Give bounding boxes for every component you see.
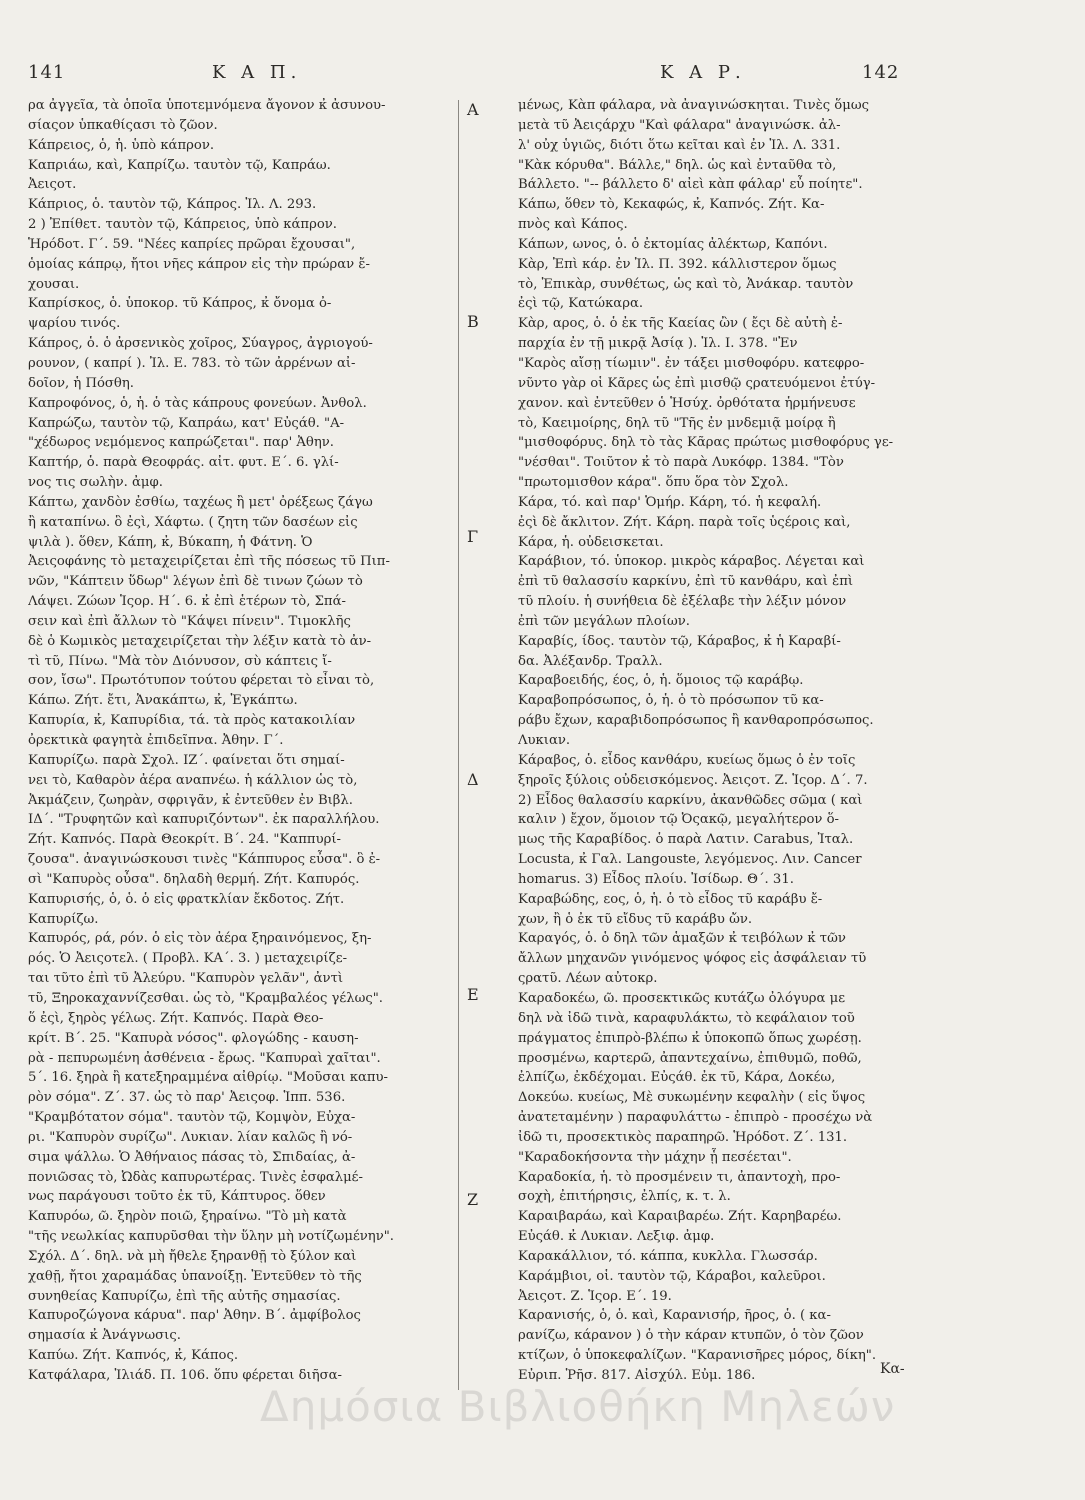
- text-line: ἐςὶ δὲ ἄκλιτον. Ζήτ. Κάρη. παρὰ τοῖς ὑςέροις καὶ,: [518, 514, 851, 530]
- text-line: Καραδοκία, ἡ. τὸ προσμένειν τι, ἀπαντοχὴ, προ-: [518, 1169, 841, 1185]
- text-line: συνηθείας Καπυρίζω, ἐπὶ τῆς αὐτῆς σημασίας.: [28, 1288, 341, 1304]
- text-line: ὁμοίας κάπρῳ, ἤτοι νῆες κάπρον εἰς τὴν πρώραν ἔ-: [28, 256, 370, 272]
- text-line: καλιν ) ἔχον, ὅμοιον τῷ Ὀςακῷ, μεγαλήτερον ὅ-: [518, 812, 839, 828]
- text-line: "Κραμβότατον σόμα". ταυτὸν τῷ, Κομψὸν, Εὐχα-: [28, 1110, 356, 1126]
- text-line: χανον. καὶ ἐντεῦθεν ὁ Ἡσύχ. ὀρθότατα ἡρμήνευσε: [518, 395, 856, 411]
- margin-letter: Α: [467, 100, 479, 119]
- text-line: ἐπὶ τῶν μεγάλων πλοίων.: [518, 613, 690, 629]
- text-line: Λάψει. Ζώων Ἱςορ. Η΄. 6. κ̓ ἐπὶ ἑτέρων τὸ, Σπά-: [28, 594, 346, 610]
- text-line: Καραβίς, ίδος. ταυτὸν τῷ, Κάραβος, κ̓ ἡ Καραβί-: [518, 633, 841, 649]
- text-line: homarus. 3) Εἶδος πλοίυ. Ἰσίδωρ. Θ΄. 31.: [518, 871, 794, 887]
- text-line: Κάραβος, ὁ. εἶδος κανθάρυ, κυείως ὅμως ὁ ἐν τοῖς: [518, 752, 856, 768]
- margin-letter: Ζ: [467, 1190, 479, 1209]
- text-line: Καπυρισής, ὁ, ὁ. ὁ εἰς φρατκλίαν ἔκδοτος. Ζήτ.: [28, 891, 345, 907]
- text-line: τῦ, Ξηροκαχαννίζεσθαι. ὡς τὸ, "Κραμβαλέος γέλως".: [28, 990, 384, 1006]
- text-line: Κάπριος, ὁ. ταυτὸν τῷ, Κάπρος. Ἰλ. Λ. 293.: [28, 197, 317, 213]
- text-line: Ἀειςοτ. Ζ. Ἱςορ. Ε΄. 19.: [518, 1288, 672, 1304]
- text-line: προσμένω, καρτερῶ, ἀπαντεχαίνω, ἐπιθυμῶ, ποθῶ,: [518, 1050, 862, 1066]
- text-line: "τῆς νεωλκίας καπυρῦσθαι τὴν ὕλην μὴ νοτίζωμένην".: [28, 1229, 394, 1245]
- text-line: νῶν, "Κάπτειν ὕδωρ" λέγων ἐπὶ δὲ τινων ζώων τὸ: [28, 574, 363, 590]
- margin-letter: Γ: [467, 527, 479, 546]
- text-line: Καραιβαράω, καὶ Καραιβαρέω. Ζήτ. Καρηβαρέω.: [518, 1209, 842, 1225]
- right-column: [518, 96, 923, 1386]
- text-line: σον, ἴσω". Πρωτότυπον τούτου φέρεται τὸ εἶναι τὸ,: [28, 673, 375, 689]
- text-line: Καπυρίζω. παρὰ Σχολ. ΙΖ΄. φαίνεται ὅτι σημαί-: [28, 752, 345, 768]
- text-line: Σχόλ. Δ΄. δηλ. νὰ μὴ ἤθελε ξηρανθῇ τὸ ξύλον καὶ: [28, 1248, 357, 1264]
- text-line: ἰδῶ τι, προσεκτικὸς παραπηρῶ. Ἡρόδοτ. Ζ΄. 131.: [518, 1129, 848, 1145]
- text-line: Καραβοειδής, έος, ὁ, ἡ. ὅμοιος τῷ καράβῳ.: [518, 673, 804, 689]
- text-line: τὶ τῦ, Πίνω. "Μὰ τὸν Διόνυσον, σὺ κάπτεις ἴ-: [28, 653, 332, 669]
- text-line: "πρωτομισθον κάρα". ὅπυ ὅρα τὸν Σχολ.: [518, 475, 789, 491]
- text-line: Καρακάλλιον, τό. κάππα, κυκλλα. Γλωσσάρ.: [518, 1248, 818, 1264]
- text-line: σιμα ψάλλω. Ὁ Ἀθήναιος πάσας τὸ, Σπιδαίας, ἀ-: [28, 1149, 356, 1165]
- text-line: νως παράγουσι τοῦτο ἐκ τῦ, Κάπτυρος. ὅθεν: [28, 1189, 326, 1205]
- text-line: Καραδοκέω, ῶ. προσεκτικῶς κυτάζω ὀλόγυρα με: [518, 990, 846, 1006]
- text-line: 2) Εἶδος θαλασσίυ καρκίνυ, ἀκανθῶδες σῶμα ( καὶ: [518, 792, 863, 808]
- text-line: ἐπὶ τῦ θαλασσίυ καρκίνυ, ἐπὶ τῦ κανθάρυ, καὶ ἐπὶ: [518, 574, 854, 590]
- text-line: ςρατῦ. Λέων αὐτοκρ.: [518, 971, 658, 987]
- catchword: Κα-: [880, 1361, 905, 1377]
- margin-letter: Β: [467, 312, 479, 331]
- text-line: Καράμβιοι, οἱ. ταυτὸν τῷ, Κάραβοι, καλεῦροι.: [518, 1268, 826, 1284]
- text-line: ρὸν σόμα". Ζ΄. 37. ὡς τὸ παρ' Ἀειςοφ. Ἱππ. 536.: [28, 1090, 346, 1106]
- text-line: Καπρίσκος, ὁ. ὑποκορ. τῦ Κάπρος, κ̓ ὄνομα ὀ-: [28, 296, 332, 312]
- text-line: μως τῆς Καραβίδος. ὁ παρὰ Λατιν. Carabus, Ἰταλ.: [518, 832, 854, 848]
- text-line: Καπριάω, καὶ, Καπρίζω. ταυτὸν τῷ, Καπράω.: [28, 157, 331, 173]
- text-line: σειν καὶ ἐπὶ ἄλλων τὸ "Κάψει πίνειν". Τιμοκλῆς: [28, 613, 351, 629]
- text-line: Καραβώδης, εος, ὁ, ἡ. ὁ τὸ εἶδος τῦ καράβυ ἔ-: [518, 891, 823, 907]
- margin-letter: Ε: [467, 985, 479, 1004]
- text-line: Καρανισής, ὁ, ὁ. καὶ, Καρανισήρ, ῆρος, ὁ. ( κα-: [518, 1308, 831, 1324]
- text-line: Κάπτω, χανδὸν ἐσθίω, ταχέως ἢ μετ' ὀρέξεως ζάγω: [28, 494, 373, 510]
- text-line: Καράβιον, τό. ὑποκορ. μικρὸς κάραβος. Λέγεται καὶ: [518, 554, 865, 570]
- left-page-number: 141: [28, 62, 66, 83]
- text-line: κτίζων, ὁ ὑποκεφαλίζων. "Καρανισῆρες μόρος, δίκη".: [518, 1348, 877, 1364]
- text-line: Κάρα, τό. καὶ παρ' Ὁμήρ. Κάρη, τό. ἡ κεφαλή.: [518, 494, 822, 510]
- text-line: λ' οὐχ ὑγιῶς, διότι ὅτω κεῖται καὶ ἐν Ἰλ. Λ. 331.: [518, 137, 841, 153]
- text-line: δοῖον, ἡ Πόσθη.: [28, 375, 134, 391]
- text-line: Λυκιαν.: [518, 733, 571, 748]
- text-line: ρός. Ὁ Ἀειςοτελ. ( Προβλ. ΚΑ΄. 3. ) μεταχειρίζε-: [28, 951, 348, 967]
- text-line: ψαρίου τινός.: [28, 316, 121, 332]
- text-line: Καπυρόω, ῶ. ξηρὸν ποιῶ, ξηραίνω. "Τὸ μὴ κατὰ: [28, 1209, 347, 1225]
- text-line: μένως, Κὰπ φάλαρα, νὰ ἀναγινώσκηται. Τινὲς ὅμως: [518, 98, 869, 113]
- text-line: Καπροφόνος, ὁ, ἡ. ὁ τὰς κάπρους φονεύων. Ἀνθολ.: [28, 395, 367, 411]
- text-line: Καραγός, ὁ. ὁ δηλ τῶν ἁμαξῶν κ̓ τειβόλων κ̓ τῶν: [518, 931, 846, 947]
- text-line: "Καραδοκήσοντα τὴν μάχην ᾗ πεσέεται".: [518, 1149, 792, 1165]
- text-line: Ἡρόδοτ. Γ΄. 59. "Νέες καπρίες πρῶραι ἔχουσαι",: [28, 236, 356, 252]
- text-line: ρὰ - πεπυρωμένη ἀσθένεια - ἔρως. "Καπυραὶ χαῖται".: [28, 1050, 381, 1066]
- margin-letter: Δ: [467, 770, 479, 789]
- text-line: Εὐςάθ. κ̓ Λυκιαν. Λεξιφ. ἀμφ.: [518, 1229, 715, 1245]
- text-line: σοχὴ, ἐπιτήρησις, ἐλπίς, κ. τ. λ.: [518, 1189, 731, 1205]
- library-watermark: Δημόσια Βιβλιοθήκη Μηλεών: [260, 1382, 896, 1431]
- text-line: Ἀειςοφάνης τὸ μεταχειρίζεται ἐπὶ τῆς πόσεως τῦ Πιπ-: [28, 554, 390, 570]
- text-line: ξηροῖς ξύλοις οὐδεισκόμενος. Ἀειςοτ. Ζ. Ἱςορ. Δ΄. 7.: [518, 772, 868, 788]
- text-line: Κάπω, ὅθεν τὸ, Κεκαφώς, κ̓, Καπνός. Ζήτ. Κα-: [518, 197, 825, 213]
- text-line: ἐςὶ τῷ, Κατώκαρα.: [518, 296, 644, 312]
- text-line: Καπυρίζω.: [28, 911, 99, 927]
- text-line: 2 ) Ἐπίθετ. ταυτὸν τῷ, Κάπρειος, ὑπὸ κάπρον.: [28, 217, 337, 233]
- text-line: ὅ ἐςὶ, ξηρὸς γέλως. Ζήτ. Καπνός. Παρὰ Θεο-: [28, 1010, 324, 1026]
- text-line: ρουνον, ( καπρί ). Ἰλ. Ε. 783. τὸ τῶν ἀρρένων αἰ-: [28, 355, 356, 371]
- text-line: Κάπρειος, ὁ, ἡ. ὑπὸ κάπρον.: [28, 137, 215, 153]
- text-line: Κάπρος, ὁ. ὁ ἀρσενικὸς χοῖρος, Σύαγρος, ἀγριογού-: [28, 336, 373, 352]
- text-line: ἀνατεταμένην ) παραφυλάττω - ἐπιπρὸ - προσέχω νὰ: [518, 1110, 873, 1126]
- text-line: Καπύω. Ζήτ. Καπνός, κ̓, Κάπος.: [28, 1348, 239, 1364]
- text-line: ΙΔ΄. "Τρυφητῶν καὶ καπυριζόντων". ἐκ παραλλήλου.: [28, 812, 380, 828]
- text-line: Κατφάλαρα, Ἰλιάδ. Π. 106. ὅπυ φέρεται διῆσα-: [28, 1368, 342, 1383]
- text-line: πνὸς καὶ Κάπος.: [518, 217, 628, 233]
- text-line: τῦ πλοίυ. ἡ συνήθεια δὲ ἐξέλαβε τὴν λέξιν μόνον: [518, 594, 847, 610]
- text-line: Καπρώζω, ταυτὸν τῷ, Καπράω, κατ' Εὐςάθ. "Α-: [28, 415, 345, 431]
- text-line: Κὰρ, Ἐπὶ κάρ. ἐν Ἰλ. Π. 392. κάλλιστερον ὅμως: [518, 256, 837, 272]
- text-line: Καπτήρ, ὁ. παρὰ Θεοφράς. αἰτ. φυτ. Ε΄. 6. γλί-: [28, 455, 339, 471]
- text-line: Ἀκμάζειν, ζωηρὰν, σφριγᾶν, κ̓ ἐντεῦθεν ἐν Βιβλ.: [28, 792, 353, 808]
- text-line: κρίτ. Β΄. 25. "Καπυρὰ νόσος". φλογώδης - καυση-: [28, 1030, 359, 1046]
- text-line: "νέσθαι". Τοιῦτον κ̓ τὸ παρὰ Λυκόφρ. 1384. "Τὸν: [518, 455, 844, 471]
- left-running-head: Κ Α Π.: [212, 62, 302, 83]
- text-line: Κάρα, ἡ. οὐδεισκεται.: [518, 534, 664, 550]
- text-line: 5΄. 16. ξηρὰ ἢ κατεξηραμμένα αἰθρίῳ. "Μοῦσαι καπυ-: [28, 1070, 388, 1086]
- text-line: νει τὸ, Καθαρὸν ἀέρα αναπνέω. ἡ κάλλιον ὡς τὸ,: [28, 772, 358, 788]
- text-line: χουσαι.: [28, 276, 80, 292]
- right-running-head: Κ Α Ρ.: [660, 62, 746, 83]
- text-line: Εὐριπ. Ῥῆσ. 817. Αἰσχύλ. Εὐμ. 186.: [518, 1368, 756, 1383]
- text-line: Κὰρ, αρος, ὁ. ὁ ἐκ τῆς Καείας ὢν ( ἔςι δὲ αὐτὴ ἐ-: [518, 316, 843, 332]
- text-line: Καραβοπρόσωπος, ὁ, ἡ. ὁ τὸ πρόσωπον τῦ κα-: [518, 693, 824, 709]
- text-line: πράγματος ἐπιπρὸ-βλέπω κ̓ ὑποκοπῶ ὅπως χωρέσῃ.: [518, 1030, 862, 1046]
- text-line: "μισθοφόρυς. δηλ τὸ τὰς Κᾶρας πρώτως μισθοφόρυς γε-: [518, 435, 894, 451]
- text-line: ράβυ ἔχων, καραβιδοπρόσωπος ἢ κανθαροπρόσωπος.: [518, 713, 874, 729]
- left-column: [28, 96, 456, 1386]
- text-line: Ζήτ. Καπνός. Παρὰ Θεοκρίτ. Β΄. 24. "Καππυρί-: [28, 832, 341, 848]
- text-line: τὸ, Καειμοίρης, δηλ τῦ "Τῆς ἐν μνδεμιᾷ μοίρᾳ ἢ: [518, 415, 836, 431]
- text-line: "χέδωρος νεμόμενος καπρώζεται". παρ' Ἀθην.: [28, 435, 334, 451]
- text-line: Κάπω. Ζήτ. ἔτι, Ἀνακάπτω, κ̓, Ἐγκάπτω.: [28, 693, 298, 709]
- text-line: Καπυροζώγονα κάρυα". παρ' Ἀθην. Β΄. ἀμφίβολος: [28, 1308, 361, 1324]
- text-line: ρι. "Καπυρὸν συρίζω". Λυκιαν. λίαν καλῶς ἢ νό-: [28, 1129, 353, 1145]
- text-line: νῦντο γὰρ οἱ Κᾶρες ὡς ἐπὶ μισθῷ ςρατευόμενοι ἐτύγ-: [518, 375, 876, 391]
- text-line: ἢ καταπίνω. ὃ ἐςὶ, Χάφτω. ( ζητη τῶν δασέων εἰς: [28, 514, 358, 530]
- text-line: ται τῦτο ἐπὶ τῦ Ἀλεύρυ. "Καπυρὸν γελᾶν", ἀντὶ: [28, 971, 344, 987]
- text-line: χων, ἢ ὁ ἐκ τῦ εἴδυς τῦ καράβυ ὤν.: [518, 911, 753, 927]
- text-line: δὲ ὁ Κωμικὸς μεταχειρίζεται τὴν λέξιν κατὰ τὸ ἀν-: [28, 633, 372, 649]
- text-line: δα. Ἀλέξανδρ. Τραλλ.: [518, 653, 663, 669]
- text-line: σὶ "Καπυρὸς οὖσα". δηλαδὴ θερμή. Ζήτ. Καπυρός.: [28, 871, 360, 887]
- text-line: ψιλὰ ). ὅθεν, Κάπη, κ̓, Βύκαπη, ἡ Φάτνη. Ὁ: [28, 534, 313, 550]
- text-line: νος τις σωλὴν. ἀμφ.: [28, 475, 163, 491]
- text-line: ρα ἀγγεῖα, τὰ ὁποῖα ὑποτεμνόμενα ἄγονον κ̓ ἀσυνου-: [28, 98, 386, 113]
- text-line: παρχία ἐν τῇ μικρᾷ Ἀσίᾳ ). Ἰλ. Ι. 378. "Ἐν: [518, 336, 798, 352]
- text-line: Locusta, κ̓ Γαλ. Langouste, λεγόμενος. Λιν. Cancer: [518, 852, 862, 868]
- text-line: δηλ νὰ ἰδῶ τινὰ, καραφυλάκτω, τὸ κεφάλαιον τοῦ: [518, 1010, 855, 1026]
- text-line: Ἀειςοτ.: [28, 177, 77, 193]
- text-line: Βάλλετο. "-- βάλλετο δ' αἰεὶ κὰπ φάλαρ' εὖ ποίητε".: [518, 177, 863, 193]
- text-line: ἐλπίζω, ἐκδέχομαι. Εὐςάθ. ἐκ τῦ, Κάρα, Δοκέω,: [518, 1070, 836, 1086]
- text-line: τὸ, Ἐπικὰρ, συνθέτως, ὡς καὶ τὸ, Ἀνάκαρ. ταυτὸν: [518, 276, 854, 292]
- text-line: σημασία κ̓ Ἀνάγνωσις.: [28, 1328, 181, 1344]
- right-page-number: 142: [862, 62, 900, 83]
- text-line: Κάπων, ωνος, ὁ. ὁ ἐκτομίας ἀλέκτωρ, Καπόνι.: [518, 236, 828, 252]
- text-line: πονιῶσας τὸ, Ὠδὰς καπυρωτέρας. Τινὲς ἐσφαλμέ-: [28, 1169, 363, 1185]
- text-line: ὀρεκτικὰ φαγητὰ ἐπιδεῖπνα. Ἀθην. Γ΄.: [28, 733, 284, 748]
- text-line: Δοκεύω. κυείως, Μὲ συκωμένην κεφαλὴν ( εἰς ὕψος: [518, 1090, 866, 1106]
- text-line: χαθῇ, ἤτοι χαραμάδας ὑπανοίξῃ. Ἐντεῦθεν τὸ τῆς: [28, 1268, 362, 1284]
- text-line: μετὰ τῦ Ἀειςάρχυ "Καὶ φάλαρα" ἀναγινώσκ. ἀλ-: [518, 117, 841, 133]
- text-line: Καπυρία, κ̓, Καπυρίδια, τά. τὰ πρὸς κατακοιλίαν: [28, 713, 356, 729]
- text-line: ρανίζω, κάρανον ) ὁ τὴν κάραν κτυπῶν, ὁ τὸν ζῶον: [518, 1328, 864, 1344]
- text-line: "Καρὸς αἴσῃ τίωμιν". ἐν τάξει μισθοφόρυ. κατεφρο-: [518, 355, 865, 371]
- text-line: "Κὰκ κόρυθα". Βάλλε," δηλ. ὡς καὶ ἐνταῦθα τὸ,: [518, 157, 837, 173]
- text-line: Καπυρός, ρά, ρόν. ὁ εἰς τὸν ἀέρα ξηραινόμενος, ξη-: [28, 931, 372, 947]
- text-line: σίαςον ὑπκαθίςασι τὸ ζῶον.: [28, 117, 218, 133]
- column-divider: [458, 100, 459, 1390]
- text-line: ζουσα". ἀναγινώσκουσι τινὲς "Κάππυρος εὖσα". ὃ ἐ-: [28, 852, 381, 868]
- text-line: ἄλλων μηχανῶν γινόμενος ψόφος εἰς ἀσφάλειαν τῦ: [518, 951, 867, 967]
